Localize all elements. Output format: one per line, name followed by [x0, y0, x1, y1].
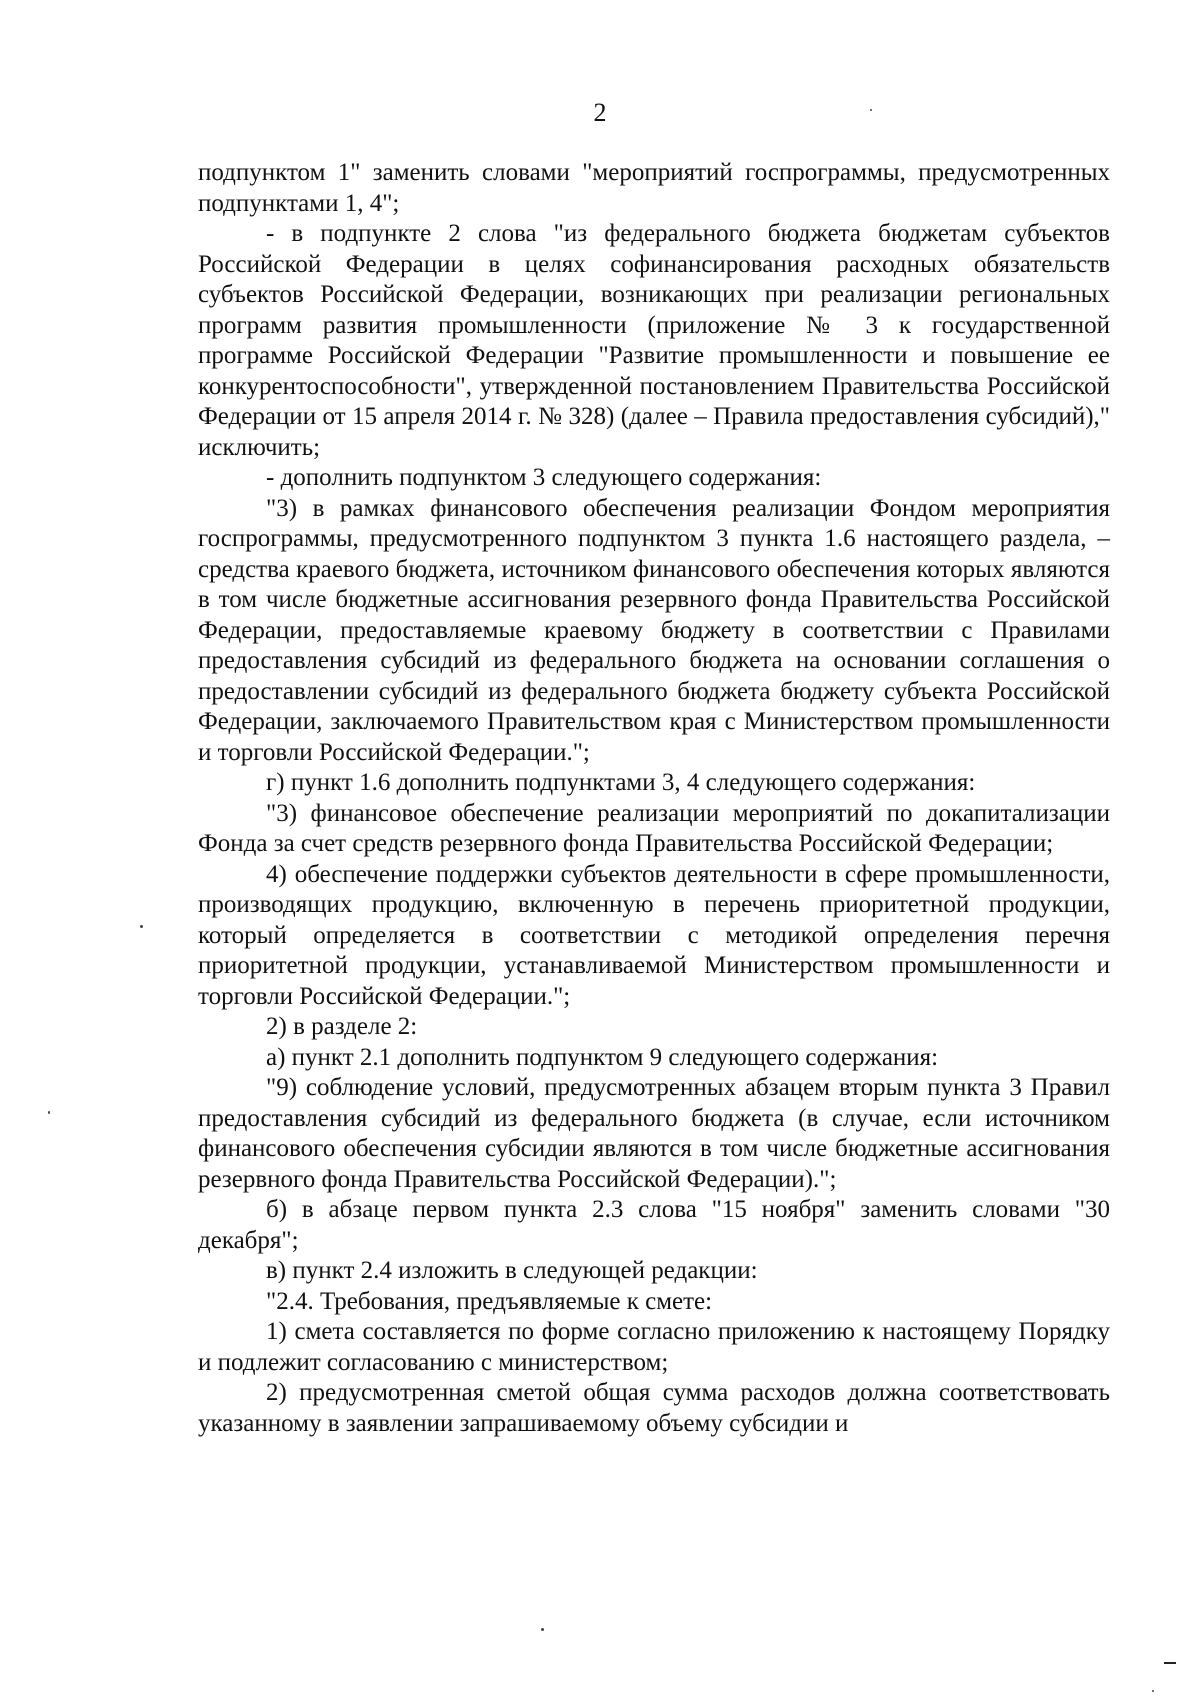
- scan-speck: [48, 1111, 50, 1114]
- paragraph: "3) в рамках финансового обеспечения реализации Фондом мероприятия госпрограммы, предусмотренного подпунктом 3 пункта 1.6 настоящего раздела, – средства краевого бюджета, источником финансового обеспечения которых являются в том числе бюджетные ассигнования резервного фонда Правительства Российской Федерации, предоставляемые краевому бюджету в соответствии с Правилами предоставления субсидий из федерального бюджета на основании соглашения о предоставлении субсидий из федерального бюджета бюджету субъекта Российской Федерации, заключаемого Правительством края с Министерством промышленности и торговли Российской Федерации.";: [198, 494, 1110, 766]
- paragraph: - в подпункте 2 слова "из федерального бюджета бюджетам субъектов Российской Федерации в целях софинансирования расходных обязательств субъектов Российской Федерации, возникающих при реализации региональных программ развития промышленности (приложение № 3 к государственной программе Российской Федерации "Развитие промышленности и повышение ее конкурентоспособности", утвержденной постановлением Правительства Российской Федерации от 15 апреля 2014 г. № 328) (далее – Правила предоставления субсидий)," исключить;: [198, 220, 1110, 461]
- paragraph: "3) финансовое обеспечение реализации мероприятий по докапитализации Фонда за счет средств резервного фонда Правительства Российской Федерации;: [198, 799, 1110, 857]
- scan-speck: [1152, 1690, 1154, 1692]
- scan-edge-mark: [1164, 1662, 1176, 1664]
- paragraph: 4) обеспечение поддержки субъектов деятельности в сфере промышленности, производящих продукцию, включенную в перечень приоритетной продукции, который определяется в соответствии с методикой определения перечня приоритетной продукции, устанавливаемой Министерством промышленности и торговли Российской Федерации.";: [198, 860, 1110, 1010]
- paragraph: "9) соблюдение условий, предусмотренных абзацем вторым пункта 3 Правил предоставления субсидий из федерального бюджета (в случае, если источником финансового обеспечения субсидии являются в том числе бюджетные ассигнования резервного фонда Правительства Российской Федерации).";: [198, 1074, 1110, 1193]
- document-body: [198, 158, 1110, 1439]
- paragraph: а) пункт 2.1 дополнить подпунктом 9 следующего содержания:: [266, 1043, 939, 1071]
- paragraph: - дополнить подпунктом 3 следующего содержания:: [266, 464, 822, 491]
- scan-speck: [870, 109, 872, 111]
- paragraph: "2.4. Требования, предъявляемые к смете:: [266, 1287, 713, 1315]
- paragraph: б) в абзаце первом пункта 2.3 слова "15 ноября" заменить словами "30 декабря";: [198, 1196, 1110, 1254]
- scan-speck: [140, 925, 143, 928]
- paragraph: подпунктом 1" заменить словами "мероприятий госпрограммы, предусмотренных подпунктами 1, 4";: [198, 159, 1110, 217]
- paragraph: 1) смета составляется по форме согласно приложению к настоящему Порядку и подлежит согласованию с министерством;: [198, 1318, 1110, 1376]
- paragraph: г) пункт 1.6 дополнить подпунктами 3, 4 следующего содержания:: [266, 769, 976, 796]
- page-number: 2: [593, 98, 607, 127]
- scan-speck: [541, 1628, 544, 1631]
- paragraph: 2) предусмотренная сметой общая сумма расходов должна соответствовать указанному в заявлении запрашиваемому объему субсидии и: [198, 1379, 1110, 1437]
- paragraph: 2) в разделе 2:: [266, 1013, 418, 1040]
- paragraph: в) пункт 2.4 изложить в следующей редакции:: [266, 1257, 758, 1284]
